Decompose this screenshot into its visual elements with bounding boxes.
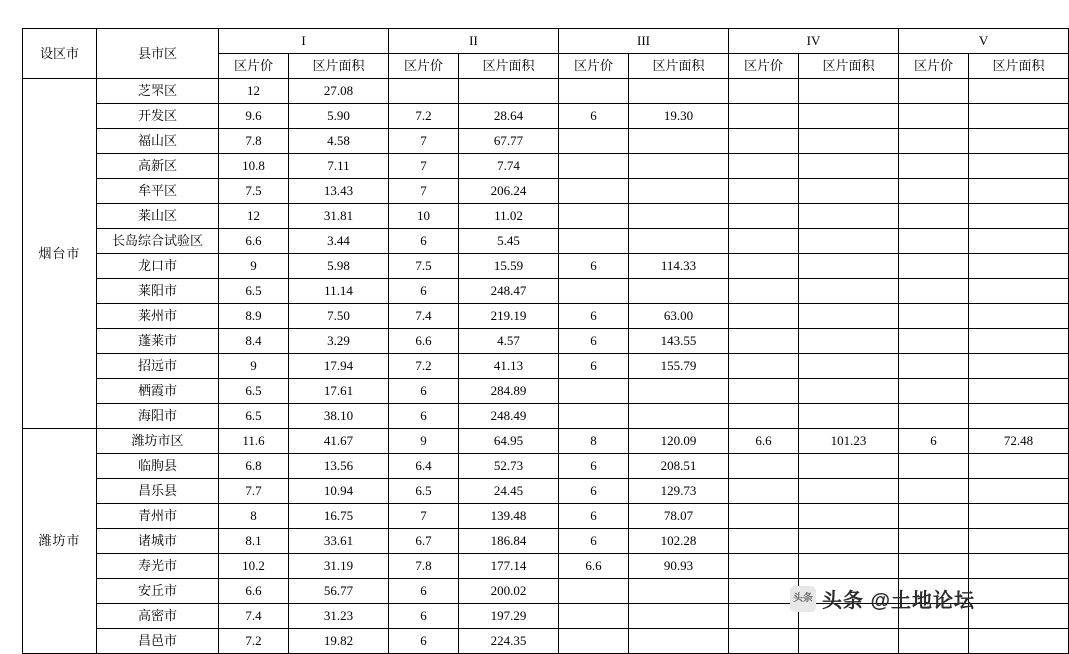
area-cell-4 — [799, 79, 899, 104]
price-cell-2: 7.4 — [389, 304, 459, 329]
area-cell-5 — [969, 404, 1069, 429]
area-cell-2: 15.59 — [459, 254, 559, 279]
table-row — [23, 379, 1069, 404]
area-cell-2: 67.77 — [459, 129, 559, 154]
price-cell-3: 6 — [559, 454, 629, 479]
land-price-table — [22, 28, 1069, 654]
area-cell-4 — [799, 154, 899, 179]
table-container — [22, 28, 1045, 654]
price-cell-5 — [899, 104, 969, 129]
price-cell-2: 7 — [389, 504, 459, 529]
county-cell: 诸城市 — [97, 529, 219, 554]
price-cell-1: 9.6 — [219, 104, 289, 129]
table-row — [23, 204, 1069, 229]
area-cell-5 — [969, 104, 1069, 129]
header-price-2: 区片价 — [389, 54, 459, 79]
price-cell-3: 6 — [559, 304, 629, 329]
area-cell-2: 28.64 — [459, 104, 559, 129]
price-cell-3 — [559, 279, 629, 304]
area-cell-2: 219.19 — [459, 304, 559, 329]
area-cell-4 — [799, 554, 899, 579]
area-cell-1: 19.82 — [289, 629, 389, 654]
area-cell-1: 17.61 — [289, 379, 389, 404]
price-cell-5 — [899, 254, 969, 279]
area-cell-5 — [969, 529, 1069, 554]
price-cell-4 — [729, 154, 799, 179]
county-cell: 牟平区 — [97, 179, 219, 204]
area-cell-1: 41.67 — [289, 429, 389, 454]
header-price-1: 区片价 — [219, 54, 289, 79]
price-cell-4 — [729, 479, 799, 504]
price-cell-4 — [729, 304, 799, 329]
area-cell-1: 10.94 — [289, 479, 389, 504]
table-row — [23, 454, 1069, 479]
header-area-1: 区片面积 — [289, 54, 389, 79]
price-cell-4 — [729, 579, 799, 604]
area-cell-2: 224.35 — [459, 629, 559, 654]
price-cell-3 — [559, 629, 629, 654]
area-cell-3: 78.07 — [629, 504, 729, 529]
area-cell-3: 114.33 — [629, 254, 729, 279]
area-cell-4 — [799, 179, 899, 204]
price-cell-3: 6 — [559, 354, 629, 379]
area-cell-2: 248.49 — [459, 404, 559, 429]
price-cell-2: 7 — [389, 179, 459, 204]
header-city: 设区市 — [23, 29, 97, 79]
area-cell-5 — [969, 504, 1069, 529]
price-cell-2: 6 — [389, 579, 459, 604]
price-cell-2: 7.2 — [389, 104, 459, 129]
area-cell-1: 38.10 — [289, 404, 389, 429]
price-cell-2: 6 — [389, 229, 459, 254]
area-cell-4 — [799, 254, 899, 279]
area-cell-4 — [799, 479, 899, 504]
area-cell-2: 24.45 — [459, 479, 559, 504]
price-cell-2: 6 — [389, 629, 459, 654]
table-row — [23, 179, 1069, 204]
area-cell-3 — [629, 229, 729, 254]
toutiao-logo-icon: 头条 — [790, 586, 816, 612]
watermark-text: 头条 @土地论坛 — [821, 590, 975, 612]
area-cell-3 — [629, 579, 729, 604]
price-cell-5 — [899, 404, 969, 429]
area-cell-5 — [969, 354, 1069, 379]
county-cell: 安丘市 — [97, 579, 219, 604]
header-level-1: I — [219, 29, 389, 54]
area-cell-5 — [969, 604, 1069, 629]
price-cell-2: 7.8 — [389, 554, 459, 579]
header-area-5: 区片面积 — [969, 54, 1069, 79]
area-cell-1: 13.43 — [289, 179, 389, 204]
price-cell-3 — [559, 604, 629, 629]
area-cell-5: 72.48 — [969, 429, 1069, 454]
county-cell: 昌邑市 — [97, 629, 219, 654]
table-row — [23, 304, 1069, 329]
area-cell-5 — [969, 254, 1069, 279]
area-cell-5 — [969, 454, 1069, 479]
price-cell-4: 6.6 — [729, 429, 799, 454]
header-level-3: III — [559, 29, 729, 54]
area-cell-2 — [459, 79, 559, 104]
price-cell-5 — [899, 304, 969, 329]
area-cell-4 — [799, 504, 899, 529]
county-cell: 青州市 — [97, 504, 219, 529]
table-row — [23, 129, 1069, 154]
price-cell-4 — [729, 404, 799, 429]
price-cell-5 — [899, 479, 969, 504]
price-cell-4 — [729, 354, 799, 379]
area-cell-3 — [629, 629, 729, 654]
price-cell-3: 6 — [559, 504, 629, 529]
area-cell-4 — [799, 304, 899, 329]
price-cell-4 — [729, 179, 799, 204]
price-cell-1: 8.1 — [219, 529, 289, 554]
area-cell-2: 4.57 — [459, 329, 559, 354]
table-body — [23, 79, 1069, 654]
area-cell-1: 56.77 — [289, 579, 389, 604]
county-cell: 福山区 — [97, 129, 219, 154]
price-cell-5 — [899, 79, 969, 104]
area-cell-1: 33.61 — [289, 529, 389, 554]
area-cell-5 — [969, 279, 1069, 304]
area-cell-3 — [629, 154, 729, 179]
area-cell-5 — [969, 154, 1069, 179]
price-cell-3: 8 — [559, 429, 629, 454]
price-cell-1: 10.8 — [219, 154, 289, 179]
area-cell-5 — [969, 304, 1069, 329]
area-cell-4 — [799, 629, 899, 654]
area-cell-5 — [969, 179, 1069, 204]
price-cell-5 — [899, 554, 969, 579]
area-cell-4: 101.23 — [799, 429, 899, 454]
price-cell-5 — [899, 354, 969, 379]
area-cell-2: 200.02 — [459, 579, 559, 604]
price-cell-5 — [899, 229, 969, 254]
price-cell-4 — [729, 254, 799, 279]
area-cell-3: 129.73 — [629, 479, 729, 504]
city-cell: 烟台市 — [23, 79, 97, 429]
header-row-levels — [23, 29, 1069, 54]
area-cell-5 — [969, 579, 1069, 604]
price-cell-1: 8.9 — [219, 304, 289, 329]
area-cell-3: 90.93 — [629, 554, 729, 579]
area-cell-4 — [799, 379, 899, 404]
price-cell-2 — [389, 79, 459, 104]
table-header — [23, 29, 1069, 79]
price-cell-1: 9 — [219, 254, 289, 279]
price-cell-4 — [729, 229, 799, 254]
area-cell-3 — [629, 279, 729, 304]
area-cell-2: 197.29 — [459, 604, 559, 629]
area-cell-3: 63.00 — [629, 304, 729, 329]
county-cell: 芝罘区 — [97, 79, 219, 104]
price-cell-1: 7.4 — [219, 604, 289, 629]
price-cell-1: 12 — [219, 204, 289, 229]
price-cell-4 — [729, 279, 799, 304]
header-area-3: 区片面积 — [629, 54, 729, 79]
price-cell-5 — [899, 154, 969, 179]
area-cell-5 — [969, 79, 1069, 104]
county-cell: 莱阳市 — [97, 279, 219, 304]
price-cell-1: 6.5 — [219, 404, 289, 429]
area-cell-2: 248.47 — [459, 279, 559, 304]
county-cell: 开发区 — [97, 104, 219, 129]
price-cell-5 — [899, 454, 969, 479]
area-cell-4 — [799, 204, 899, 229]
price-cell-3: 6 — [559, 529, 629, 554]
price-cell-2: 6.7 — [389, 529, 459, 554]
price-cell-4 — [729, 329, 799, 354]
area-cell-3 — [629, 129, 729, 154]
area-cell-5 — [969, 204, 1069, 229]
price-cell-3: 6.6 — [559, 554, 629, 579]
price-cell-1: 9 — [219, 354, 289, 379]
table-row — [23, 529, 1069, 554]
price-cell-3 — [559, 79, 629, 104]
price-cell-1: 11.6 — [219, 429, 289, 454]
county-cell: 长岛综合试验区 — [97, 229, 219, 254]
price-cell-5 — [899, 179, 969, 204]
header-level-5: V — [899, 29, 1069, 54]
area-cell-1: 31.81 — [289, 204, 389, 229]
price-cell-3 — [559, 404, 629, 429]
price-cell-2: 6.6 — [389, 329, 459, 354]
price-cell-1: 8.4 — [219, 329, 289, 354]
price-cell-5: 6 — [899, 429, 969, 454]
price-cell-1: 7.2 — [219, 629, 289, 654]
table-row — [23, 554, 1069, 579]
price-cell-3: 6 — [559, 329, 629, 354]
area-cell-4 — [799, 529, 899, 554]
header-area-2: 区片面积 — [459, 54, 559, 79]
area-cell-1: 5.98 — [289, 254, 389, 279]
area-cell-2: 64.95 — [459, 429, 559, 454]
county-cell: 潍坊市区 — [97, 429, 219, 454]
area-cell-3: 143.55 — [629, 329, 729, 354]
area-cell-5 — [969, 329, 1069, 354]
area-cell-2: 7.74 — [459, 154, 559, 179]
area-cell-1: 16.75 — [289, 504, 389, 529]
county-cell: 寿光市 — [97, 554, 219, 579]
area-cell-1: 31.19 — [289, 554, 389, 579]
table-row — [23, 229, 1069, 254]
area-cell-5 — [969, 629, 1069, 654]
area-cell-3: 208.51 — [629, 454, 729, 479]
price-cell-3 — [559, 129, 629, 154]
price-cell-3 — [559, 204, 629, 229]
county-cell: 栖霞市 — [97, 379, 219, 404]
table-row — [23, 154, 1069, 179]
area-cell-5 — [969, 554, 1069, 579]
header-price-5: 区片价 — [899, 54, 969, 79]
area-cell-2: 284.89 — [459, 379, 559, 404]
price-cell-1: 7.7 — [219, 479, 289, 504]
area-cell-1: 7.50 — [289, 304, 389, 329]
price-cell-2: 7 — [389, 129, 459, 154]
price-cell-1: 7.8 — [219, 129, 289, 154]
price-cell-1: 6.8 — [219, 454, 289, 479]
area-cell-4 — [799, 329, 899, 354]
table-row — [23, 354, 1069, 379]
area-cell-3: 19.30 — [629, 104, 729, 129]
area-cell-4 — [799, 229, 899, 254]
price-cell-4 — [729, 204, 799, 229]
watermark — [790, 584, 975, 613]
price-cell-5 — [899, 529, 969, 554]
price-cell-3 — [559, 229, 629, 254]
table-row — [23, 629, 1069, 654]
price-cell-2: 6 — [389, 404, 459, 429]
area-cell-4 — [799, 354, 899, 379]
table-row — [23, 504, 1069, 529]
area-cell-4 — [799, 129, 899, 154]
area-cell-5 — [969, 229, 1069, 254]
area-cell-1: 4.58 — [289, 129, 389, 154]
area-cell-4 — [799, 279, 899, 304]
price-cell-4 — [729, 554, 799, 579]
area-cell-1: 13.56 — [289, 454, 389, 479]
area-cell-1: 3.29 — [289, 329, 389, 354]
county-cell: 海阳市 — [97, 404, 219, 429]
header-level-4: IV — [729, 29, 899, 54]
header-price-4: 区片价 — [729, 54, 799, 79]
price-cell-5 — [899, 329, 969, 354]
table-row — [23, 404, 1069, 429]
price-cell-3 — [559, 179, 629, 204]
area-cell-2: 206.24 — [459, 179, 559, 204]
header-level-2: II — [389, 29, 559, 54]
table-row — [23, 479, 1069, 504]
table-row — [23, 429, 1069, 454]
area-cell-1: 27.08 — [289, 79, 389, 104]
price-cell-4 — [729, 629, 799, 654]
county-cell: 临朐县 — [97, 454, 219, 479]
price-cell-2: 6 — [389, 379, 459, 404]
area-cell-5 — [969, 379, 1069, 404]
area-cell-3 — [629, 604, 729, 629]
price-cell-5 — [899, 379, 969, 404]
area-cell-3: 102.28 — [629, 529, 729, 554]
city-cell: 潍坊市 — [23, 429, 97, 654]
county-cell: 高密市 — [97, 604, 219, 629]
price-cell-2: 6 — [389, 279, 459, 304]
price-cell-4 — [729, 79, 799, 104]
area-cell-2: 11.02 — [459, 204, 559, 229]
price-cell-2: 9 — [389, 429, 459, 454]
area-cell-3: 155.79 — [629, 354, 729, 379]
area-cell-2: 139.48 — [459, 504, 559, 529]
price-cell-4 — [729, 379, 799, 404]
price-cell-2: 10 — [389, 204, 459, 229]
area-cell-5 — [969, 129, 1069, 154]
price-cell-3 — [559, 379, 629, 404]
price-cell-2: 7 — [389, 154, 459, 179]
price-cell-3: 6 — [559, 479, 629, 504]
price-cell-1: 6.5 — [219, 279, 289, 304]
area-cell-2: 186.84 — [459, 529, 559, 554]
area-cell-1: 3.44 — [289, 229, 389, 254]
price-cell-1: 7.5 — [219, 179, 289, 204]
table-row — [23, 279, 1069, 304]
county-cell: 蓬莱市 — [97, 329, 219, 354]
price-cell-3 — [559, 154, 629, 179]
area-cell-5 — [969, 479, 1069, 504]
price-cell-2: 7.5 — [389, 254, 459, 279]
area-cell-1: 17.94 — [289, 354, 389, 379]
table-row — [23, 104, 1069, 129]
price-cell-2: 6.5 — [389, 479, 459, 504]
price-cell-4 — [729, 104, 799, 129]
area-cell-4 — [799, 104, 899, 129]
area-cell-2: 52.73 — [459, 454, 559, 479]
price-cell-5 — [899, 279, 969, 304]
area-cell-2: 5.45 — [459, 229, 559, 254]
price-cell-3: 6 — [559, 104, 629, 129]
price-cell-1: 12 — [219, 79, 289, 104]
area-cell-1: 7.11 — [289, 154, 389, 179]
price-cell-3: 6 — [559, 254, 629, 279]
table-row — [23, 79, 1069, 104]
county-cell: 莱州市 — [97, 304, 219, 329]
price-cell-4 — [729, 504, 799, 529]
header-area-4: 区片面积 — [799, 54, 899, 79]
area-cell-2: 177.14 — [459, 554, 559, 579]
area-cell-3 — [629, 79, 729, 104]
header-price-3: 区片价 — [559, 54, 629, 79]
area-cell-4 — [799, 454, 899, 479]
price-cell-5 — [899, 629, 969, 654]
price-cell-4 — [729, 129, 799, 154]
area-cell-3 — [629, 204, 729, 229]
table-row — [23, 329, 1069, 354]
price-cell-1: 6.6 — [219, 229, 289, 254]
price-cell-5 — [899, 204, 969, 229]
price-cell-2: 6 — [389, 604, 459, 629]
price-cell-5 — [899, 504, 969, 529]
price-cell-2: 6.4 — [389, 454, 459, 479]
county-cell: 高新区 — [97, 154, 219, 179]
area-cell-4 — [799, 404, 899, 429]
price-cell-4 — [729, 529, 799, 554]
price-cell-1: 6.5 — [219, 379, 289, 404]
area-cell-1: 11.14 — [289, 279, 389, 304]
area-cell-3 — [629, 379, 729, 404]
price-cell-2: 7.2 — [389, 354, 459, 379]
price-cell-4 — [729, 454, 799, 479]
header-county: 县市区 — [97, 29, 219, 79]
county-cell: 招远市 — [97, 354, 219, 379]
price-cell-1: 8 — [219, 504, 289, 529]
county-cell: 莱山区 — [97, 204, 219, 229]
price-cell-5 — [899, 129, 969, 154]
county-cell: 昌乐县 — [97, 479, 219, 504]
area-cell-3 — [629, 404, 729, 429]
table-row — [23, 254, 1069, 279]
area-cell-3 — [629, 179, 729, 204]
area-cell-3: 120.09 — [629, 429, 729, 454]
county-cell: 龙口市 — [97, 254, 219, 279]
area-cell-1: 5.90 — [289, 104, 389, 129]
area-cell-1: 31.23 — [289, 604, 389, 629]
price-cell-3 — [559, 579, 629, 604]
area-cell-2: 41.13 — [459, 354, 559, 379]
price-cell-4 — [729, 604, 799, 629]
price-cell-1: 6.6 — [219, 579, 289, 604]
price-cell-1: 10.2 — [219, 554, 289, 579]
